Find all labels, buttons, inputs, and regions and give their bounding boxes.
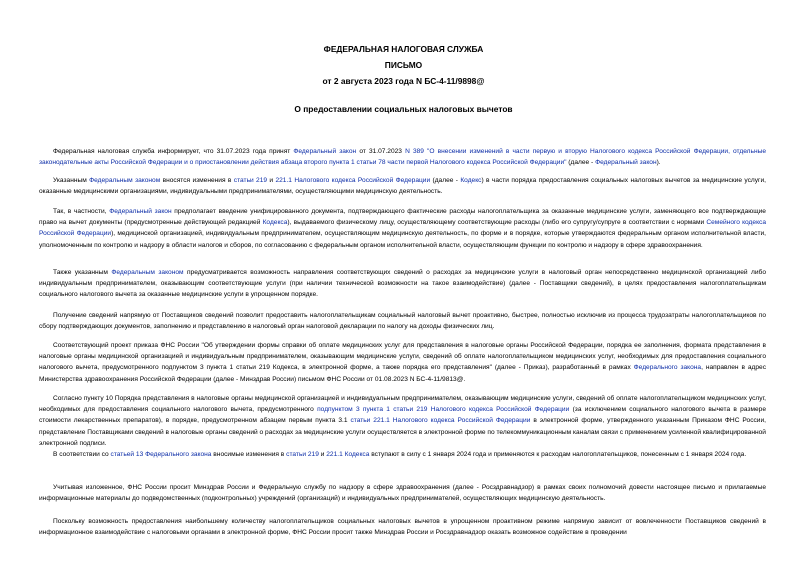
paragraph-text: Указанным xyxy=(53,177,90,184)
paragraph-text: Соответствующий проект приказа ФНС России "Об утверждении формы справки об оплате медицинских услуг для представления в налоговые органы Российской Федерации, порядка ее заполнения, формата представления в налоговые органы медицинской организацией и индивидуальным предпринимателем, оказывающим медицинские услуги, сведений об оплате налогоплательщиком медицинских услуг, необходимых для предоставления социального налогового вычета, предусмотренного подпунктом 3 пункта 1 статьи 219 Кодекса, в электронной форме, а также порядка его представления" (далее - Приказ), разработанный в рамках xyxy=(39,342,766,372)
paragraph-text: Также указанным xyxy=(53,269,112,276)
paragraph-text: Федеральная налоговая служба информирует, что 31.07.2023 года принят xyxy=(53,148,294,155)
legal-reference-link[interactable]: N 389 "О внесении изменений в части первую и вторую Налогового кодекса Российской Федерации, отдельные законодательные акты Российской Федерации и о приостановлении действия абзаца второго пункта 1 статьи 78 части первой Налогового кодекса Российской Федерации" xyxy=(39,148,766,167)
legal-reference-link[interactable]: Семейного кодекса Российской Федерации xyxy=(39,219,766,238)
legal-reference-link[interactable]: статьи 219 xyxy=(286,451,319,458)
doc-date-number: от 2 августа 2023 года N БС-4-11/9898@ xyxy=(322,76,485,86)
paragraph-text: предусматривается возможность направления соответствующих сведений о расходах за медицинские услуги в налоговый орган непосредственно медицинской организацией либо индивидуальным предпринимателем, оказывающим соответствующие услуги (при наличии технической возможности на такое взаимодействие) (далее - Поставщики сведений), в целях предоставления налогоплательщикам социального налогового вычета за оказанные медицинские услуги в упрощенном порядке. xyxy=(39,269,766,299)
paragraph-effective-date xyxy=(39,449,766,460)
org-name: ФЕДЕРАЛЬНАЯ НАЛОГОВАЯ СЛУЖБА xyxy=(323,44,484,54)
paragraph-text: от 31.07.2023 xyxy=(356,148,406,155)
paragraph-intro xyxy=(39,146,766,168)
legal-reference-link[interactable]: Федеральным законом xyxy=(89,177,161,184)
legal-reference-link[interactable]: Федеральный закон xyxy=(293,148,357,155)
legal-reference-link[interactable]: Федеральный закон xyxy=(595,159,657,167)
legal-reference-link[interactable]: статьи 219 xyxy=(233,177,268,184)
paragraph-text: Получение сведений напрямую от Поставщиков сведений позволит предоставить налогоплательщикам социальный налоговый вычет проактивно, быстрее, полностью исключив из процесса трудозатраты налогоплательщиков по сбору подтверждающих документов, заполнению и представлению в налоговый орган налоговой декларации по налогу на доходы физических лиц. xyxy=(39,312,766,331)
doc-subject: О предоставлении социальных налоговых вычетов xyxy=(294,104,513,114)
paragraph-unified-document xyxy=(39,206,766,251)
legal-reference-link[interactable]: 221.1 Кодекса xyxy=(326,451,370,458)
paragraph-proactive xyxy=(39,310,766,332)
legal-reference-link[interactable]: подпунктом 3 пункта 1 статьи 219 Налогового кодекса Российской Федерации xyxy=(317,406,570,414)
paragraph-text: в электронной форме, утвержденного указанным Приказом ФНС России, представление Поставщиками сведений в налоговые органы сведений о расходах за медицинские услуги осуществляется в электронной форме по телекоммуникационным каналам связи с применением усиленной квалифицированной электронной подписи. xyxy=(39,417,766,447)
paragraph-text: предполагает введение унифицированного документа, подтверждающего фактические расходы налогоплательщика за оказанные медицинские услуги, заменяющего все подтверждающие право на вычет документы (предусмотренные действующей редакцией xyxy=(39,208,766,227)
paragraph-data-suppliers xyxy=(39,267,766,301)
paragraph-text: Так, в частности, xyxy=(53,208,110,215)
doc-type: ПИСЬМО xyxy=(384,60,423,70)
paragraph-text: вносимые изменения в xyxy=(211,451,287,458)
paragraph-text: ) в части порядка предоставления социальных налоговых вычетов за медицинские услуги, оказанные медицинскими организациями, индивидуальными предпринимателями, осуществляющими медицинскую деятельность. xyxy=(39,177,766,196)
legal-reference-link[interactable]: Федеральный закон xyxy=(109,208,172,215)
legal-reference-link[interactable]: Федерального закона xyxy=(633,364,702,372)
paragraph-text: Учитывая изложенное, ФНС России просит Минздрав России и Федеральную службу по надзору в сфере здравоохранения (далее - Росздравнадзор) в рамках своих полномочий довести настоящее письмо и прилагаемые информационные материалы до подведомственных (подконтрольных) учреждений (организаций) и индивидуальных предпринимателей, осуществляющих медицинскую деятельность. xyxy=(39,484,766,503)
legal-reference-link[interactable]: статьей 13 Федерального закона xyxy=(110,451,212,458)
paragraph-text: (далее - xyxy=(566,159,596,167)
paragraph-text: , направлен в адрес Министерства здравоохранения Российской Федерации (далее - Минздрав России) письмом ФНС России от 01.08.2023 N БС-4-11/9813@. xyxy=(39,364,766,383)
paragraph-cooperation xyxy=(39,516,766,538)
paragraph-changes xyxy=(39,175,766,197)
paragraph-text: вступают в силу с 1 января 2024 года и применяются к расходам налогоплательщиков, понесенным с 1 января 2024 года. xyxy=(369,451,747,458)
legal-reference-link[interactable]: 221.1 Налогового кодекса Российской Федерации xyxy=(275,177,431,184)
paragraph-text: вносятся изменения в xyxy=(160,177,234,184)
legal-reference-link[interactable]: Кодекса xyxy=(262,219,288,227)
legal-reference-link[interactable]: Федеральным законом xyxy=(111,269,184,276)
paragraph-text: и xyxy=(267,177,276,184)
paragraph-text: (далее - xyxy=(430,177,461,184)
legal-reference-link[interactable]: статьи 221.1 Налогового кодекса Российской Федерации xyxy=(350,417,531,425)
paragraph-text: ), выдаваемого физическому лицу, осуществляющему соответствующие расходы (либо его супругу/супруге в соответствии с нормами xyxy=(287,219,707,227)
paragraph-request xyxy=(39,482,766,504)
paragraph-procedure xyxy=(39,393,766,449)
paragraph-text: (за исключением социального налогового вычета в размере стоимости лекарственных препаратов), в порядке, предусмотренном абзацем первым пункта 3.1 xyxy=(39,406,766,425)
paragraph-text: ), медицинской организацией, индивидуальным предпринимателем, осуществляющим медицинскую деятельность, по форме и в порядке, которые утверждаются федеральным органом исполнительной власти, уполномоченным по контролю и надзору в области налогов и сборов, по согласованию с федеральным органом исполнительной власти, осуществляющим функции по контролю и надзору в сфере здравоохранения. xyxy=(39,230,767,249)
legal-reference-link[interactable]: Кодекс xyxy=(460,177,482,184)
paragraph-text: В соответствии со xyxy=(53,451,111,458)
paragraph-text: ). xyxy=(656,159,661,167)
paragraph-text: и xyxy=(318,451,327,458)
paragraph-text: Согласно пункту 10 Порядка представления в налоговые органы медицинской организацией и индивидуальным предпринимателем, оказывающим медицинские услуги, сведений об оплате налогоплательщиком медицинских услуг, необходимых для предоставления социального налогового вычета, предусмотренного xyxy=(39,395,766,414)
paragraph-text: Поскольку возможность предоставления наибольшему количеству налогоплательщиков социальных налоговых вычетов в упрощенном проактивном режиме напрямую зависит от вовлеченности Поставщиков сведений в информационное взаимодействие с налоговыми органами в электронной форме, ФНС России просит также Минздрав России и Росздравнадзор оказать возможное содействие в проведении xyxy=(39,518,766,537)
paragraph-draft-order xyxy=(39,340,766,385)
